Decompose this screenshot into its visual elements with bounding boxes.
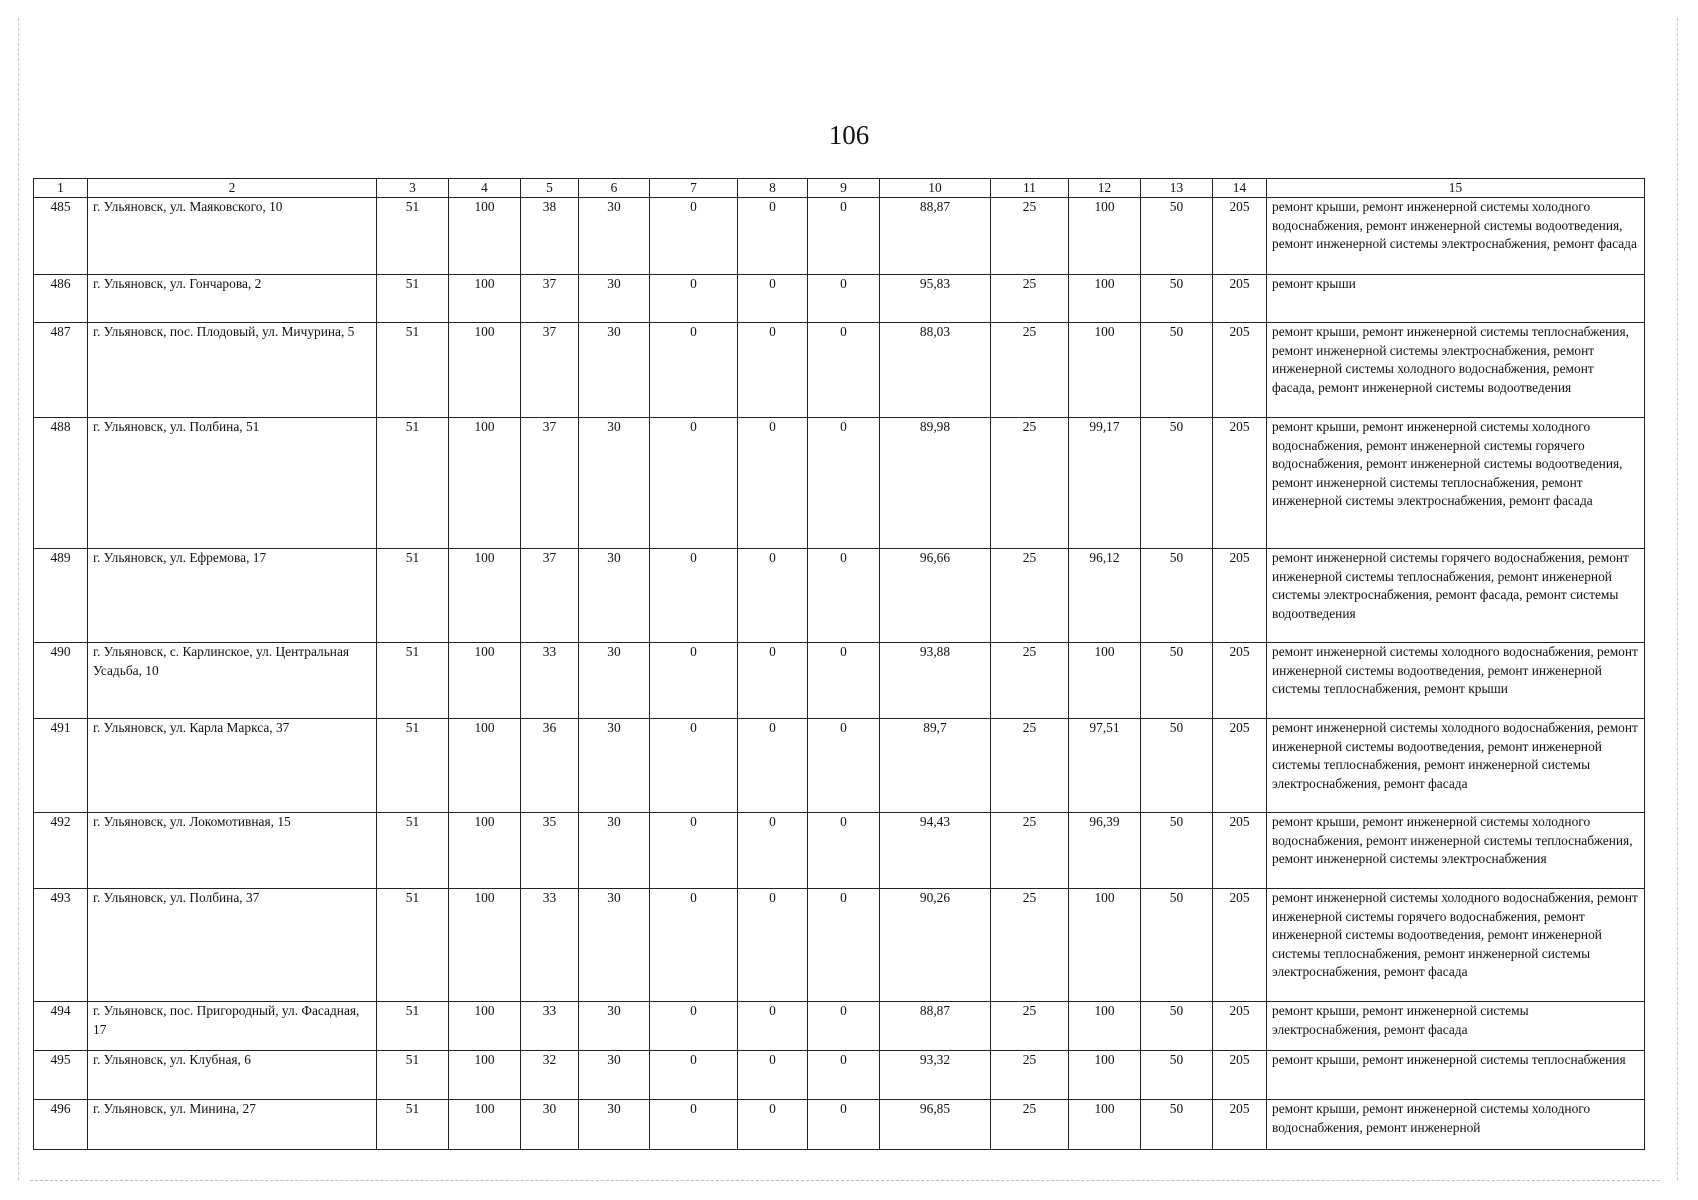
value-cell: 25 [991, 323, 1069, 418]
row-number: 490 [34, 643, 88, 719]
address-cell: г. Ульяновск, ул. Клубная, 6 [88, 1051, 377, 1100]
col-header: 5 [521, 179, 579, 198]
row-number: 496 [34, 1100, 88, 1150]
value-cell: 100 [449, 198, 521, 275]
table-row [34, 1051, 1645, 1100]
col-header: 10 [880, 179, 991, 198]
value-cell: 100 [449, 813, 521, 889]
value-cell: 0 [808, 719, 880, 813]
value-cell: 0 [738, 719, 808, 813]
value-cell: 100 [449, 1100, 521, 1150]
col-header: 9 [808, 179, 880, 198]
value-cell: 0 [650, 198, 738, 275]
works-cell: ремонт крыши, ремонт инженерной системы холодного водоснабжения, ремонт инженерной [1267, 1100, 1645, 1150]
value-cell: 0 [650, 1002, 738, 1051]
scan-edge-line [30, 1180, 1660, 1181]
value-cell: 30 [521, 1100, 579, 1150]
value-cell: 30 [579, 198, 650, 275]
row-number: 489 [34, 549, 88, 643]
value-cell: 50 [1141, 198, 1213, 275]
value-cell: 205 [1213, 418, 1267, 549]
value-cell: 25 [991, 1002, 1069, 1051]
value-cell: 30 [579, 549, 650, 643]
value-cell: 0 [808, 323, 880, 418]
works-cell: ремонт крыши, ремонт инженерной системы теплоснабжения [1267, 1051, 1645, 1100]
value-cell: 50 [1141, 418, 1213, 549]
value-cell: 205 [1213, 1100, 1267, 1150]
address-cell: г. Ульяновск, ул. Полбина, 37 [88, 889, 377, 1002]
value-cell: 30 [579, 889, 650, 1002]
value-cell: 88,87 [880, 1002, 991, 1051]
value-cell: 25 [991, 643, 1069, 719]
table-row [34, 643, 1645, 719]
works-cell: ремонт крыши [1267, 275, 1645, 323]
value-cell: 51 [377, 1002, 449, 1051]
value-cell: 37 [521, 418, 579, 549]
value-cell: 0 [738, 813, 808, 889]
table-row [34, 549, 1645, 643]
row-number: 494 [34, 1002, 88, 1051]
value-cell: 0 [650, 719, 738, 813]
value-cell: 36 [521, 719, 579, 813]
address-cell: г. Ульяновск, ул. Карла Маркса, 37 [88, 719, 377, 813]
value-cell: 0 [808, 275, 880, 323]
value-cell: 50 [1141, 549, 1213, 643]
value-cell: 0 [738, 323, 808, 418]
value-cell: 38 [521, 198, 579, 275]
value-cell: 205 [1213, 323, 1267, 418]
value-cell: 94,43 [880, 813, 991, 889]
value-cell: 205 [1213, 1051, 1267, 1100]
address-cell: г. Ульяновск, пос. Плодовый, ул. Мичурина, 5 [88, 323, 377, 418]
value-cell: 90,26 [880, 889, 991, 1002]
table-row [34, 1100, 1645, 1150]
value-cell: 25 [991, 1051, 1069, 1100]
row-number: 487 [34, 323, 88, 418]
value-cell: 99,17 [1069, 418, 1141, 549]
col-header: 13 [1141, 179, 1213, 198]
value-cell: 30 [579, 1051, 650, 1100]
works-cell: ремонт крыши, ремонт инженерной системы электроснабжения, ремонт фасада [1267, 1002, 1645, 1051]
value-cell: 25 [991, 198, 1069, 275]
value-cell: 100 [449, 323, 521, 418]
row-number: 485 [34, 198, 88, 275]
value-cell: 0 [738, 643, 808, 719]
value-cell: 30 [579, 643, 650, 719]
value-cell: 100 [1069, 643, 1141, 719]
value-cell: 100 [449, 643, 521, 719]
value-cell: 0 [650, 813, 738, 889]
value-cell: 25 [991, 719, 1069, 813]
value-cell: 0 [650, 549, 738, 643]
value-cell: 51 [377, 198, 449, 275]
value-cell: 96,85 [880, 1100, 991, 1150]
value-cell: 50 [1141, 643, 1213, 719]
value-cell: 100 [449, 1051, 521, 1100]
value-cell: 37 [521, 275, 579, 323]
value-cell: 51 [377, 549, 449, 643]
value-cell: 96,66 [880, 549, 991, 643]
row-number: 486 [34, 275, 88, 323]
works-cell: ремонт инженерной системы холодного водоснабжения, ремонт инженерной системы водоотведения, ремонт инженерной системы теплоснабжения, ремонт инженерной системы электроснабжения, ремонт фасада [1267, 719, 1645, 813]
address-cell: г. Ульяновск, ул. Гончарова, 2 [88, 275, 377, 323]
value-cell: 0 [650, 275, 738, 323]
value-cell: 205 [1213, 198, 1267, 275]
works-cell: ремонт инженерной системы холодного водоснабжения, ремонт инженерной системы водоотведения, ремонт инженерной системы теплоснабжения, ремонт крыши [1267, 643, 1645, 719]
value-cell: 0 [808, 198, 880, 275]
table-row [34, 198, 1645, 275]
row-number: 495 [34, 1051, 88, 1100]
value-cell: 97,51 [1069, 719, 1141, 813]
value-cell: 50 [1141, 275, 1213, 323]
value-cell: 205 [1213, 889, 1267, 1002]
table-row [34, 418, 1645, 549]
col-header: 2 [88, 179, 377, 198]
value-cell: 93,32 [880, 1051, 991, 1100]
row-number: 488 [34, 418, 88, 549]
value-cell: 88,87 [880, 198, 991, 275]
value-cell: 205 [1213, 643, 1267, 719]
table-row [34, 323, 1645, 418]
value-cell: 205 [1213, 813, 1267, 889]
row-number: 493 [34, 889, 88, 1002]
value-cell: 32 [521, 1051, 579, 1100]
value-cell: 100 [1069, 1051, 1141, 1100]
value-cell: 0 [650, 643, 738, 719]
value-cell: 51 [377, 643, 449, 719]
col-header: 6 [579, 179, 650, 198]
col-header: 1 [34, 179, 88, 198]
value-cell: 0 [738, 418, 808, 549]
works-cell: ремонт крыши, ремонт инженерной системы холодного водоснабжения, ремонт инженерной системы водоотведения, ремонт инженерной системы электроснабжения, ремонт фасада [1267, 198, 1645, 275]
col-header: 14 [1213, 179, 1267, 198]
address-cell: г. Ульяновск, ул. Полбина, 51 [88, 418, 377, 549]
value-cell: 100 [449, 1002, 521, 1051]
value-cell: 25 [991, 889, 1069, 1002]
address-cell: г. Ульяновск, ул. Ефремова, 17 [88, 549, 377, 643]
value-cell: 30 [579, 1100, 650, 1150]
value-cell: 50 [1141, 323, 1213, 418]
value-cell: 50 [1141, 1051, 1213, 1100]
row-number: 491 [34, 719, 88, 813]
value-cell: 0 [738, 549, 808, 643]
value-cell: 88,03 [880, 323, 991, 418]
value-cell: 0 [738, 1051, 808, 1100]
value-cell: 100 [449, 719, 521, 813]
col-header: 8 [738, 179, 808, 198]
value-cell: 25 [991, 418, 1069, 549]
value-cell: 25 [991, 1100, 1069, 1150]
value-cell: 0 [808, 813, 880, 889]
value-cell: 205 [1213, 1002, 1267, 1051]
value-cell: 30 [579, 275, 650, 323]
col-header: 7 [650, 179, 738, 198]
value-cell: 51 [377, 719, 449, 813]
value-cell: 96,39 [1069, 813, 1141, 889]
value-cell: 50 [1141, 719, 1213, 813]
value-cell: 89,98 [880, 418, 991, 549]
value-cell: 0 [650, 889, 738, 1002]
value-cell: 30 [579, 813, 650, 889]
row-number: 492 [34, 813, 88, 889]
value-cell: 25 [991, 549, 1069, 643]
col-header: 3 [377, 179, 449, 198]
value-cell: 51 [377, 813, 449, 889]
address-cell: г. Ульяновск, с. Карлинское, ул. Центральная Усадьба, 10 [88, 643, 377, 719]
value-cell: 0 [738, 1100, 808, 1150]
address-cell: г. Ульяновск, ул. Минина, 27 [88, 1100, 377, 1150]
value-cell: 205 [1213, 549, 1267, 643]
value-cell: 0 [808, 1051, 880, 1100]
value-cell: 33 [521, 889, 579, 1002]
value-cell: 51 [377, 418, 449, 549]
page-number: 106 [828, 120, 870, 150]
works-cell: ремонт крыши, ремонт инженерной системы холодного водоснабжения, ремонт инженерной системы горячего водоснабжения, ремонт инженерной системы водоотведения, ремонт инженерной системы теплоснабжения, ремонт инженерной системы электроснабжения, ремонт фасада [1267, 418, 1645, 549]
value-cell: 100 [1069, 1002, 1141, 1051]
value-cell: 51 [377, 889, 449, 1002]
value-cell: 100 [1069, 275, 1141, 323]
value-cell: 0 [650, 418, 738, 549]
value-cell: 100 [1069, 198, 1141, 275]
value-cell: 0 [738, 1002, 808, 1051]
value-cell: 100 [449, 275, 521, 323]
value-cell: 96,12 [1069, 549, 1141, 643]
col-header: 4 [449, 179, 521, 198]
value-cell: 50 [1141, 1002, 1213, 1051]
value-cell: 0 [738, 889, 808, 1002]
value-cell: 0 [650, 1051, 738, 1100]
address-cell: г. Ульяновск, пос. Пригородный, ул. Фасадная, 17 [88, 1002, 377, 1051]
col-header: 11 [991, 179, 1069, 198]
value-cell: 30 [579, 323, 650, 418]
value-cell: 100 [1069, 889, 1141, 1002]
value-cell: 0 [650, 323, 738, 418]
data-table [33, 178, 1645, 1150]
value-cell: 37 [521, 323, 579, 418]
value-cell: 0 [650, 1100, 738, 1150]
value-cell: 33 [521, 1002, 579, 1051]
table-row [34, 719, 1645, 813]
value-cell: 50 [1141, 813, 1213, 889]
value-cell: 30 [579, 1002, 650, 1051]
value-cell: 100 [449, 418, 521, 549]
value-cell: 51 [377, 323, 449, 418]
works-cell: ремонт инженерной системы холодного водоснабжения, ремонт инженерной системы горячего водоснабжения, ремонт инженерной системы водоотведения, ремонт инженерной системы теплоснабжения, ремонт инженерной системы электроснабжения, ремонт фасада [1267, 889, 1645, 1002]
address-cell: г. Ульяновск, ул. Локомотивная, 15 [88, 813, 377, 889]
col-header: 15 [1267, 179, 1645, 198]
value-cell: 0 [738, 275, 808, 323]
value-cell: 205 [1213, 719, 1267, 813]
value-cell: 205 [1213, 275, 1267, 323]
value-cell: 89,7 [880, 719, 991, 813]
value-cell: 0 [808, 418, 880, 549]
value-cell: 30 [579, 719, 650, 813]
works-cell: ремонт крыши, ремонт инженерной системы холодного водоснабжения, ремонт инженерной системы теплоснабжения, ремонт инженерной системы электроснабжения [1267, 813, 1645, 889]
value-cell: 51 [377, 275, 449, 323]
works-cell: ремонт инженерной системы горячего водоснабжения, ремонт инженерной системы теплоснабжения, ремонт инженерной системы электроснабжения, ремонт фасада, ремонт системы водоотведения [1267, 549, 1645, 643]
value-cell: 51 [377, 1051, 449, 1100]
value-cell: 50 [1141, 889, 1213, 1002]
value-cell: 100 [449, 889, 521, 1002]
value-cell: 0 [808, 549, 880, 643]
column-number-row [34, 179, 1645, 198]
value-cell: 100 [1069, 323, 1141, 418]
value-cell: 0 [808, 1002, 880, 1051]
table-row [34, 275, 1645, 323]
value-cell: 0 [808, 1100, 880, 1150]
value-cell: 30 [579, 418, 650, 549]
value-cell: 95,83 [880, 275, 991, 323]
value-cell: 35 [521, 813, 579, 889]
value-cell: 100 [449, 549, 521, 643]
value-cell: 37 [521, 549, 579, 643]
value-cell: 0 [808, 889, 880, 1002]
table-row [34, 1002, 1645, 1051]
value-cell: 93,88 [880, 643, 991, 719]
works-cell: ремонт крыши, ремонт инженерной системы теплоснабжения, ремонт инженерной системы электроснабжения, ремонт инженерной системы холодного водоснабжения, ремонт фасада, ремонт инженерной системы водоотведения [1267, 323, 1645, 418]
table-row [34, 813, 1645, 889]
address-cell: г. Ульяновск, ул. Маяковского, 10 [88, 198, 377, 275]
value-cell: 50 [1141, 1100, 1213, 1150]
value-cell: 100 [1069, 1100, 1141, 1150]
table-row [34, 889, 1645, 1002]
value-cell: 0 [738, 198, 808, 275]
value-cell: 51 [377, 1100, 449, 1150]
value-cell: 0 [808, 643, 880, 719]
col-header: 12 [1069, 179, 1141, 198]
value-cell: 33 [521, 643, 579, 719]
value-cell: 25 [991, 813, 1069, 889]
value-cell: 25 [991, 275, 1069, 323]
